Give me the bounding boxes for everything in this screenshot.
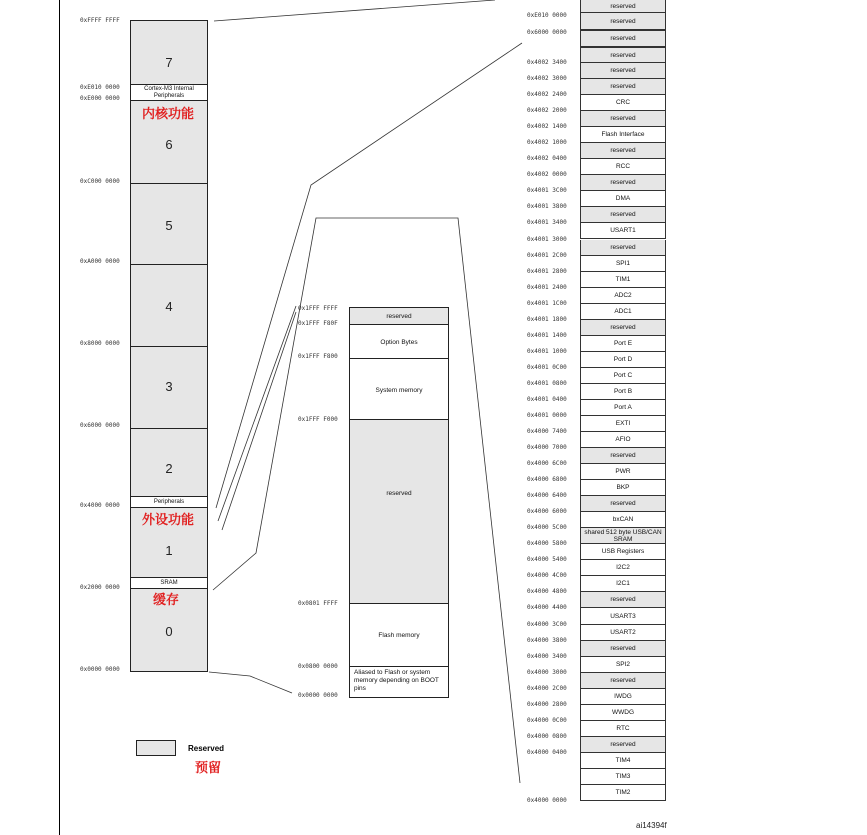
peripheral-row (580, 641, 666, 657)
address-label: 0x4000 6400 (527, 492, 567, 500)
address-label: 0x4000 4800 (527, 588, 567, 596)
peripheral-label: SPI1 (615, 259, 631, 267)
region-number: 7 (165, 55, 173, 70)
address-label: 0x4000 0800 (527, 732, 567, 740)
peripheral-label: PWR (615, 468, 631, 476)
region-number: 4 (165, 299, 173, 314)
peripheral-label: USB Registers (601, 548, 645, 556)
peripheral-label: IWDG (614, 692, 632, 700)
address-label: 0x4001 2C00 (527, 251, 567, 259)
peripheral-row (580, 384, 666, 400)
peripheral-row (580, 737, 666, 753)
address-label: 0x4001 0000 (527, 411, 567, 419)
address-label: 0x4000 5C00 (527, 524, 567, 532)
peripheral-row (580, 416, 666, 432)
peripheral-label: Port E (613, 339, 633, 347)
address-label: 0x4000 6000 (527, 508, 567, 516)
address-label: 0xFFFF FFFF (80, 17, 120, 24)
peripheral-row (580, 689, 666, 705)
code-block-label: reserved (386, 490, 412, 497)
peripheral-row (580, 304, 666, 320)
address-label: 0x4000 0C00 (527, 716, 567, 724)
peripheral-label: reserved (610, 211, 636, 219)
address-label: 0x4002 0400 (527, 155, 567, 163)
address-label: 0x0800 0000 (298, 663, 338, 670)
address-label: 0x0000 0000 (298, 692, 338, 699)
address-label: 0xE000 0000 (80, 95, 120, 102)
peripherals-block (130, 496, 208, 508)
legend-swatch (136, 740, 176, 756)
peripheral-row (580, 400, 666, 416)
peripheral-label: reserved (610, 83, 636, 91)
cortex-annotation: 内核功能 (142, 106, 195, 121)
address-label: 0x4001 3800 (527, 203, 567, 211)
address-label: 0x1FFF FFFF (298, 305, 338, 312)
peripheral-label: reserved (610, 676, 636, 684)
code-block-label: reserved (386, 313, 412, 320)
peripheral-row (580, 79, 666, 95)
address-label: 0x4000 0400 (527, 748, 567, 756)
peripheral-label: reserved (610, 323, 636, 331)
address-label: 0x0000 0000 (80, 666, 120, 673)
peripheral-label: reserved (610, 147, 636, 155)
address-label: 0x4000 4400 (527, 604, 567, 612)
address-label: 0x4000 4C00 (527, 572, 567, 580)
peripheral-label: reserved (610, 179, 636, 187)
peripheral-label: shared 512 byte USB/CAN SRAM (584, 528, 662, 543)
divider (130, 183, 208, 184)
address-label: 0x4002 1000 (527, 139, 567, 147)
address-label: 0x4001 0C00 (527, 363, 567, 371)
legend-label: Reserved (188, 744, 225, 753)
address-label: 0x4001 2400 (527, 283, 567, 291)
region-number: 1 (165, 543, 173, 558)
code-block-label: System memory (375, 387, 423, 394)
peripherals-annotation: 外设功能 (142, 512, 195, 527)
peripheral-label: I2C2 (616, 564, 630, 572)
peripherals-label: Peripherals (153, 499, 185, 505)
peripheral-label: reserved (610, 67, 636, 75)
address-label: 0x4001 1400 (527, 331, 567, 339)
peripheral-row (580, 544, 666, 560)
address-label: 0x1FFF F000 (298, 416, 338, 423)
code-block-label: Option Bytes (380, 339, 418, 346)
peripheral-row: reserved (580, 0, 666, 13)
code-block-label: Aliased to Flash or system memory depending on BOOT pins (354, 669, 439, 692)
address-label: 0x4000 2800 (527, 700, 567, 708)
peripheral-row (580, 528, 666, 544)
peripheral-row (580, 625, 666, 641)
sram-label: SRAM (160, 580, 178, 586)
address-label: 0x1FFF F800 (298, 353, 338, 360)
peripheral-label: I2C1 (616, 580, 630, 588)
region-number: 3 (165, 379, 173, 394)
peripheral-label: USART3 (610, 612, 636, 620)
peripheral-row (580, 753, 666, 769)
peripheral-label: bxCAN (612, 516, 634, 524)
address-label: 0x4000 0000 (527, 797, 567, 804)
peripheral-label: reserved (610, 51, 636, 59)
address-label: 0x4000 6C00 (527, 460, 567, 468)
peripheral-label: TIM1 (615, 275, 631, 283)
sram-block (130, 577, 208, 589)
peripheral-label: TIM2 (615, 788, 631, 796)
address-label: 0xE010 0000 (527, 12, 567, 19)
peripheral-label: RTC (616, 724, 630, 732)
peripheral-row (580, 352, 666, 368)
region-number: 0 (165, 624, 173, 639)
peripheral-row (580, 464, 666, 480)
divider (130, 428, 208, 429)
peripheral-label: reserved (610, 644, 636, 652)
peripheral-row: reserved (580, 13, 666, 30)
peripheral-label: TIM4 (615, 756, 631, 764)
peripheral-label: USART1 (610, 227, 636, 235)
peripheral-row (580, 785, 666, 801)
peripheral-row (580, 143, 666, 159)
address-label: 0x4002 3400 (527, 59, 567, 67)
address-label: 0x4002 3000 (527, 75, 567, 83)
peripheral-label: WWDG (611, 708, 635, 716)
address-label: 0x4000 0000 (80, 502, 120, 509)
peripheral-row (580, 448, 666, 464)
address-label: 0x4000 6800 (527, 476, 567, 484)
peripheral-label: reserved (610, 115, 636, 123)
peripheral-label: ADC2 (614, 291, 632, 299)
address-label: 0xA000 0000 (80, 258, 120, 265)
peripheral-label: Flash Interface (601, 131, 645, 139)
address-label: 0x4002 0000 (527, 171, 567, 179)
peripheral-row (580, 608, 666, 624)
peripheral-row (580, 657, 666, 673)
address-label: 0x4001 1000 (527, 347, 567, 355)
peripheral-row (580, 175, 666, 191)
address-label: 0x4001 0800 (527, 379, 567, 387)
code-block (349, 324, 449, 359)
peripheral-row (580, 496, 666, 512)
address-label: 0xE010 0000 (80, 84, 120, 91)
peripheral-label: CRC (615, 99, 631, 107)
cortex-peripherals-label: Cortex-M3 Internal Peripherals (144, 86, 194, 99)
peripheral-label: AFIO (615, 436, 631, 444)
peripheral-row (580, 95, 666, 111)
address-label: 0x6000 0000 (527, 29, 567, 36)
address-label: 0x2000 0000 (80, 584, 120, 591)
code-block (349, 603, 449, 667)
peripheral-row (580, 47, 666, 63)
peripheral-row (580, 769, 666, 785)
address-label: 0x4002 1400 (527, 123, 567, 131)
divider (130, 346, 208, 347)
code-block (349, 666, 449, 698)
divider (130, 264, 208, 265)
address-label: 0x4000 2C00 (527, 684, 567, 692)
peripheral-label: EXTI (615, 419, 631, 427)
peripheral-row (580, 159, 666, 175)
address-label: 0x4001 1C00 (527, 299, 567, 307)
address-label: 0x4000 5400 (527, 556, 567, 564)
peripheral-row (580, 560, 666, 576)
peripheral-label: reserved (610, 243, 636, 251)
peripheral-label: DMA (615, 195, 631, 203)
peripheral-label: SPI2 (615, 660, 631, 668)
cortex-peripherals-block (130, 84, 208, 101)
peripheral-row (580, 432, 666, 448)
address-label: 0x4001 3000 (527, 235, 567, 243)
peripheral-row (580, 207, 666, 223)
peripheral-row (580, 336, 666, 352)
region-number: 6 (165, 137, 173, 152)
address-label: 0x0801 FFFF (298, 600, 338, 607)
peripheral-label: USART2 (610, 628, 636, 636)
address-label: 0x4000 3C00 (527, 620, 567, 628)
peripheral-row (580, 63, 666, 79)
peripheral-label: reserved (610, 740, 636, 748)
peripheral-row (580, 272, 666, 288)
peripheral-row (580, 288, 666, 304)
peripheral-label: Port B (613, 387, 633, 395)
peripheral-label: BKP (616, 484, 630, 492)
code-block (349, 419, 449, 604)
peripheral-row (580, 705, 666, 721)
address-label: 0x4002 2000 (527, 107, 567, 115)
peripheral-row (580, 111, 666, 127)
peripheral-row (580, 576, 666, 592)
peripheral-row (580, 191, 666, 207)
peripheral-label: reserved (610, 596, 636, 604)
address-label: 0x1FFF F80F (298, 320, 338, 327)
sram-annotation: 缓存 (153, 592, 180, 607)
address-label: 0x4001 3C00 (527, 187, 567, 195)
region-number: 2 (165, 461, 173, 476)
address-label: 0x4001 2800 (527, 267, 567, 275)
peripheral-row (580, 592, 666, 608)
address-label: 0x4002 2400 (527, 91, 567, 99)
address-label: 0x4000 7000 (527, 444, 567, 452)
peripheral-row: reserved (580, 30, 666, 47)
peripheral-label: TIM3 (615, 772, 631, 780)
peripheral-label: Port C (613, 371, 633, 379)
peripheral-row (580, 240, 666, 256)
peripheral-row (580, 512, 666, 528)
address-label: 0x8000 0000 (80, 340, 120, 347)
address-label: 0x4000 5800 (527, 540, 567, 548)
address-label: 0x6000 0000 (80, 422, 120, 429)
peripheral-row (580, 368, 666, 384)
legend-annotation: 预留 (195, 760, 222, 775)
peripheral-row (580, 320, 666, 336)
peripheral-row (580, 721, 666, 737)
code-block-label: Flash memory (378, 632, 420, 639)
peripheral-label: RCC (615, 163, 631, 171)
peripheral-row (580, 480, 666, 496)
peripheral-label: reserved (610, 500, 636, 508)
peripheral-label: Port A (614, 403, 632, 411)
peripheral-label: ADC1 (614, 307, 632, 315)
address-label: 0x4000 3800 (527, 636, 567, 644)
code-block (349, 358, 449, 420)
address-label: 0x4001 0400 (527, 395, 567, 403)
peripheral-row (580, 223, 666, 239)
code-block (349, 307, 449, 325)
address-label: 0x4001 1800 (527, 315, 567, 323)
address-label: 0x4001 3400 (527, 219, 567, 227)
peripheral-row (580, 256, 666, 272)
figure-id: ai14394f (636, 821, 667, 830)
address-label: 0xC000 0000 (80, 178, 120, 185)
address-label: 0x4000 7400 (527, 428, 567, 436)
peripheral-label: reserved (610, 452, 636, 460)
address-label: 0x4000 3400 (527, 652, 567, 660)
peripheral-row (580, 673, 666, 689)
peripheral-label: Port D (613, 355, 633, 363)
region-number: 5 (165, 218, 173, 233)
address-label: 0x4000 3000 (527, 668, 567, 676)
peripheral-row (580, 127, 666, 143)
